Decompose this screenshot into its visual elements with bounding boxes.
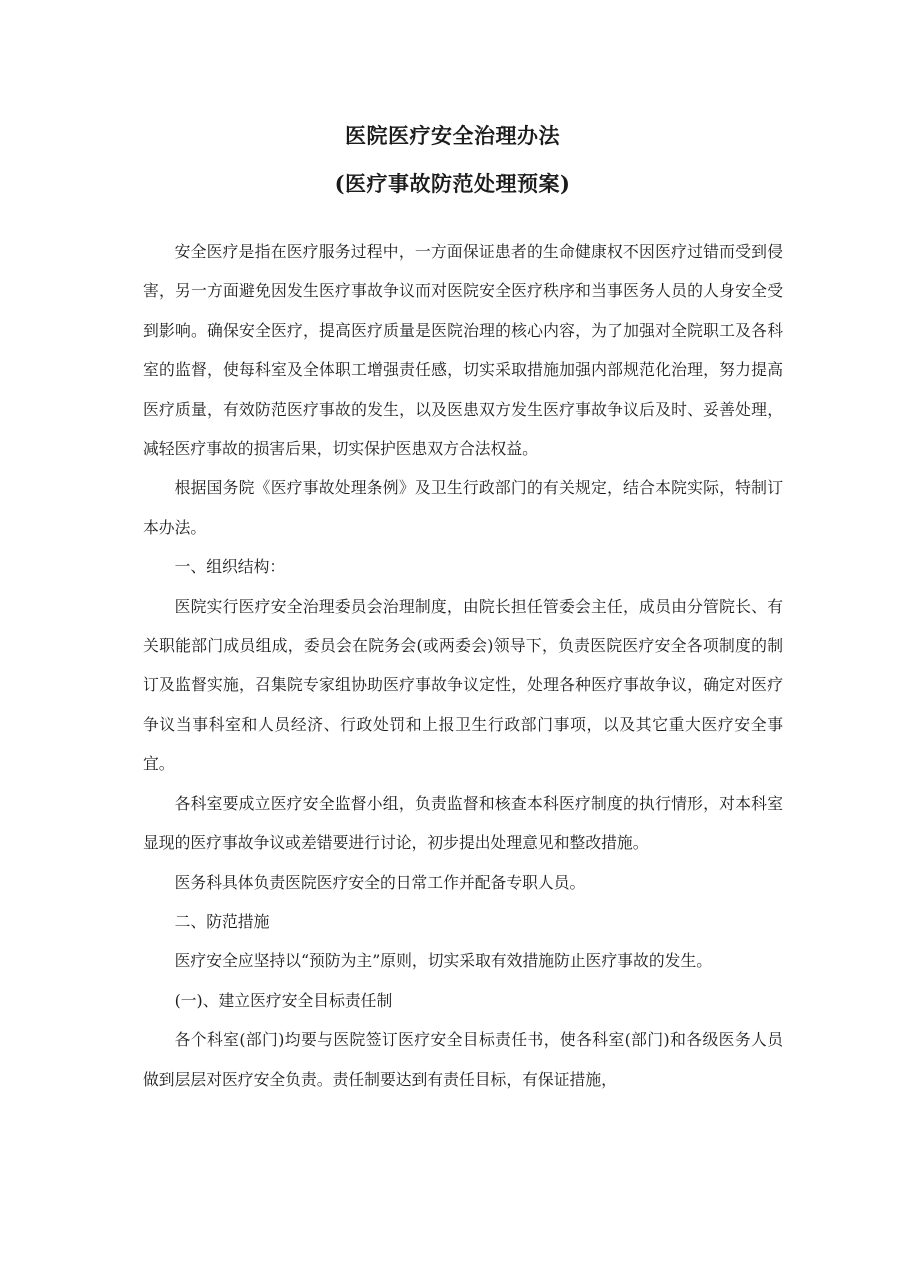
section-heading-organization: 一、组织结构： bbox=[174, 557, 286, 577]
document-body bbox=[143, 232, 783, 1099]
section-heading-prevention: 二、防范措施 bbox=[174, 911, 270, 931]
intro-paragraph: 安全医疗是指在医疗服务过程中，一方面保证患者的生命健康权不因医疗过错而受到侵害，另一方面避免因发生医疗事故争议而对医院安全医疗秩序和当事医务人员的人身安全受到影响。确保安全医疗，提高医疗质量是医院治理的核心内容，为了加强对全院职工及各科室的监督，使每科室及全体职工增强责任感，切实采取措施加强内部规范化治理，努力提高医疗质量，有效防范医疗事故的发生，以及医患双方发生医疗事故争议后及时、妥善处理，减轻医疗事故的损害后果，切实保护医患双方合法权益。 bbox=[143, 242, 783, 459]
medical-affairs-paragraph: 医务科具体负责医院医疗安全的日常工作并配备专职人员。 bbox=[174, 872, 586, 892]
subsection-heading-responsibility: (一)、建立医疗安全目标责任制 bbox=[174, 990, 393, 1010]
basis-paragraph: 根据国务院《医疗事故处理条例》及卫生行政部门的有关规定，结合本院实际，特制订本办法。 bbox=[143, 478, 783, 537]
organization-paragraph: 医院实行医疗安全治理委员会治理制度，由院长担任管委会主任，成员由分管院长、有关职能部门成员组成，委员会在院务会(或两委会)领导下，负责医院医疗安全各项制度的制订及监督实施，召集院专家组协助医疗事故争议定性，处理各种医疗事故争议，确定对医疗争议当事科室和人员经济、行政处罚和上报卫生行政部门事项，以及其它重大医疗安全事宜。 bbox=[143, 596, 783, 774]
department-group-paragraph: 各科室要成立医疗安全监督小组，负责监督和核查本科医疗制度的执行情形，对本科室显现的医疗事故争议或差错要进行讨论，初步提出处理意见和整改措施。 bbox=[143, 793, 783, 853]
prevention-principle-paragraph: 医疗安全应坚持以“预防为主”原则，切实采取有效措施防止医疗事故的发生。 bbox=[174, 951, 713, 971]
document-title: 医院医疗安全治理办法 bbox=[345, 123, 560, 148]
responsibility-paragraph: 各个科室(部门)均要与医院签订医疗安全目标责任书，使各科室(部门)和各级医务人员做到层层对医疗安全负责。责任制要达到有责任目标，有保证措施， bbox=[143, 1030, 783, 1089]
document-subtitle: (医疗事故防范处理预案) bbox=[334, 171, 571, 196]
